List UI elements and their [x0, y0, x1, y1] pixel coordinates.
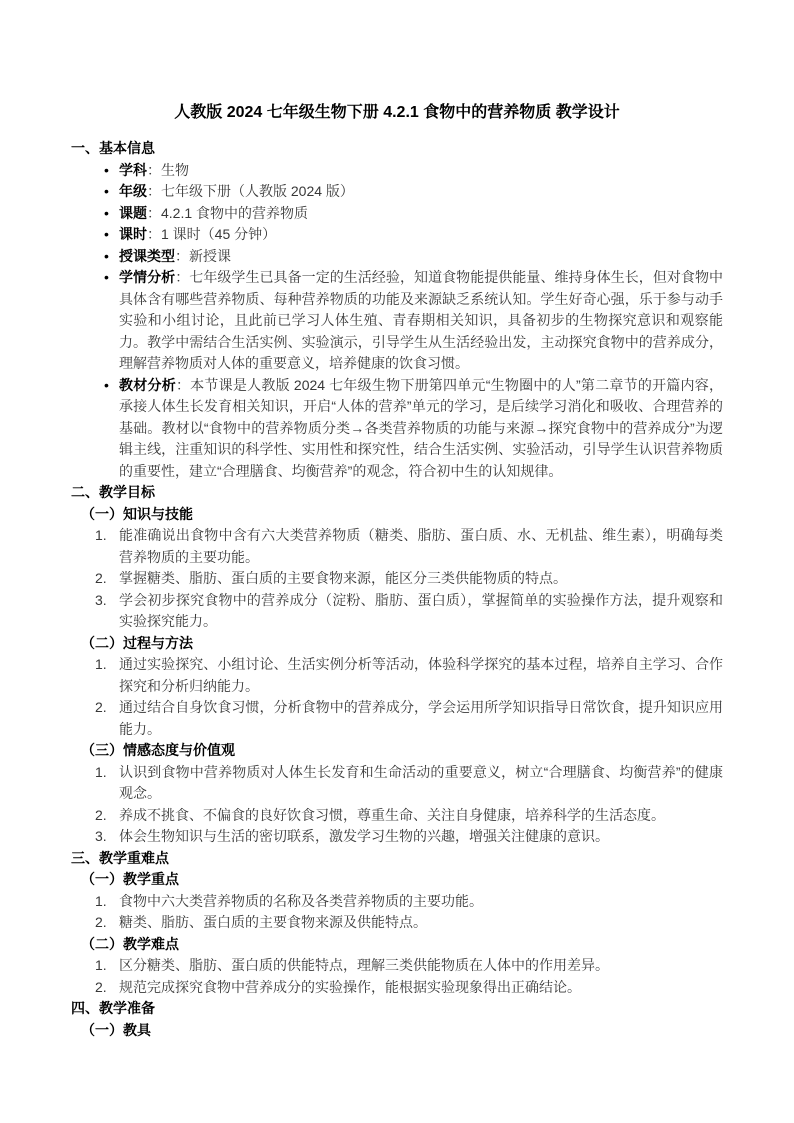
item-text: 体会生物知识与生活的密切联系，激发学习生物的兴趣，增强关注健康的意识。 [119, 828, 609, 844]
numbered-item [71, 590, 723, 633]
item-label: 年级 [119, 183, 147, 199]
list-item-grade [71, 181, 723, 203]
subsection-heading-affective-values: （三）情感态度与价值观 [81, 742, 235, 758]
item-value: 新授课 [189, 247, 231, 264]
section-heading-basic-info: 一、基本信息 [71, 140, 155, 156]
numbered-item [71, 826, 723, 848]
bullet-icon: • [104, 161, 109, 178]
item-number: 2. [95, 914, 107, 930]
item-number: 1. [95, 656, 107, 672]
subsection-heading-process-method: （二）过程与方法 [81, 634, 193, 651]
item-text: 通过实验探究、小组讨论、生活实例分析等活动，体验科学探究的基本过程，培养自主学习、合作探究和分析归纳能力。 [119, 656, 723, 694]
item-number: 1. [95, 763, 107, 780]
list-item-text [119, 160, 723, 182]
subsection-heading-teaching-focus: （一）教学重点 [81, 871, 179, 887]
numbered-item [71, 912, 723, 934]
section-heading-preparation: 四、教学准备 [71, 1000, 155, 1016]
list-item-lesson-type [71, 246, 723, 268]
numbered-item [71, 805, 723, 827]
item-value: 七年级下册（人教版 2024 版） [161, 183, 354, 199]
list-item-subject [71, 160, 723, 182]
item-text: 区分糖类、脂肪、蛋白质的供能特点，理解三类供能物质在人体中的作用差异。 [119, 957, 609, 973]
bullet-icon: • [104, 269, 109, 285]
item-text: 认识到食物中营养物质对人体生长发育和生命活动的重要意义，树立“合理膳食、均衡营养”的健康观念。 [119, 763, 723, 801]
item-number: 1. [95, 957, 107, 973]
item-text: 能准确说出食物中含有六大类营养物质（糖类、脂肪、蛋白质、水、无机盐、维生素），明确每类营养物质的主要功能。 [119, 527, 723, 565]
subsection-heading-knowledge-skills: （一）知识与技能 [81, 505, 193, 522]
item-value: 4.2.1 食物中的营养物质 [161, 204, 309, 221]
item-colon: ： [147, 226, 161, 242]
numbered-item [71, 762, 723, 805]
item-label: 教材分析 [119, 376, 176, 393]
numbered-item [71, 977, 723, 999]
item-number: 1. [95, 527, 107, 543]
bullet-icon: • [104, 204, 109, 221]
numbered-item [71, 891, 723, 913]
item-number: 1. [95, 892, 107, 909]
item-colon: ： [175, 269, 190, 285]
item-value: 1 课时（45 分钟） [161, 226, 277, 242]
numbered-item [71, 955, 723, 977]
item-label: 授课类型 [119, 247, 175, 264]
subsection-heading-teaching-aids: （一）教具 [81, 1021, 151, 1038]
item-text: 食物中六大类营养物质的名称及各类营养物质的主要功能。 [119, 892, 483, 909]
item-value: 本节课是人教版 2024 七年级生物下册第四单元“生物圈中的人”第二章节的开篇内容，承接人体生长发育相关知识，开启“人体的营养”单元的学习，是后续学习消化和吸收、合理营养的基础。教材以“食物中的营养物质分类→各类营养物质的功能与来源→探究食物中的营养成分”为逻辑主线，注重知识的科学性、实用性和探究性，结合生活实例、实验活动，引导学生认识营养物质的重要性，建立“合理膳食、均衡营养”的观念，符合初中生的认知规律。 [119, 376, 724, 479]
item-value: 七年级学生已具备一定的生活经验，知道食物能提供能量、维持身体生长，但对食物中具体含有哪些营养物质、每种营养物质的功能及来源缺乏系统认知。学生好奇心强，乐于参与动手实验和小组讨论，且此前已学习人体生殖、青春期相关知识，具备初步的生物探究意识和观察能力。教学中需结合生活实例、实验演示，引导学生从生活经验出发，主动探究食物中的营养成分，理解营养物质对人体的重要意义，培养健康的饮食习惯。 [119, 269, 724, 371]
item-label: 课题 [119, 204, 147, 221]
list-item-text [119, 375, 723, 483]
list-item-text [119, 246, 723, 268]
item-colon: ： [175, 247, 189, 264]
item-text: 养成不挑食、不偏食的良好饮食习惯，尊重生命、关注自身健康，培养科学的生活态度。 [119, 806, 665, 823]
bullet-icon: • [104, 376, 109, 393]
item-number: 2. [95, 699, 107, 715]
list-item-periods [71, 224, 723, 246]
bullet-icon: • [104, 226, 109, 242]
item-colon: ： [175, 376, 191, 393]
list-item-material-analysis [71, 375, 723, 483]
numbered-item [71, 525, 723, 568]
item-label: 课时 [119, 226, 147, 242]
bullet-icon: • [104, 183, 109, 199]
list-item-text [119, 181, 723, 203]
item-value: 生物 [161, 161, 189, 178]
item-number: 2. [95, 570, 107, 586]
list-item-text [119, 267, 723, 375]
item-colon: ： [147, 204, 161, 221]
subsection-heading-teaching-difficulty: （二）教学难点 [81, 935, 179, 952]
list-item-topic [71, 203, 723, 225]
item-number: 3. [95, 828, 107, 844]
numbered-item [71, 654, 723, 697]
list-item-text [119, 224, 723, 246]
section-heading-objectives: 二、教学目标 [71, 484, 155, 500]
item-colon: ： [147, 161, 161, 178]
item-number: 2. [95, 978, 107, 995]
numbered-item [71, 697, 723, 740]
document-title: 人教版 2024 七年级生物下册 4.2.1 食物中的营养物质 教学设计 [174, 104, 620, 121]
item-number: 3. [95, 591, 107, 608]
list-item-learner-analysis [71, 267, 723, 375]
numbered-item [71, 568, 723, 590]
item-label: 学情分析 [119, 269, 176, 285]
item-label: 学科 [119, 161, 147, 178]
section-heading-key-points: 三、教学重难点 [71, 849, 169, 866]
item-text: 规范完成探究食物中营养成分的实验操作，能根据实验现象得出正确结论。 [119, 978, 581, 995]
item-text: 糖类、脂肪、蛋白质的主要食物来源及供能特点。 [119, 914, 427, 930]
item-text: 掌握糖类、脂肪、蛋白质的主要食物来源，能区分三类供能物质的特点。 [119, 570, 567, 586]
item-colon: ： [147, 183, 161, 199]
list-item-text [119, 203, 723, 225]
bullet-icon: • [104, 247, 109, 264]
item-number: 2. [95, 806, 107, 823]
item-text: 通过结合自身饮食习惯，分析食物中的营养成分，学会运用所学知识指导日常饮食，提升知识应用能力。 [119, 699, 723, 737]
item-text: 学会初步探究食物中的营养成分（淀粉、脂肪、蛋白质），掌握简单的实验操作方法，提升观察和实验探究能力。 [119, 591, 723, 629]
